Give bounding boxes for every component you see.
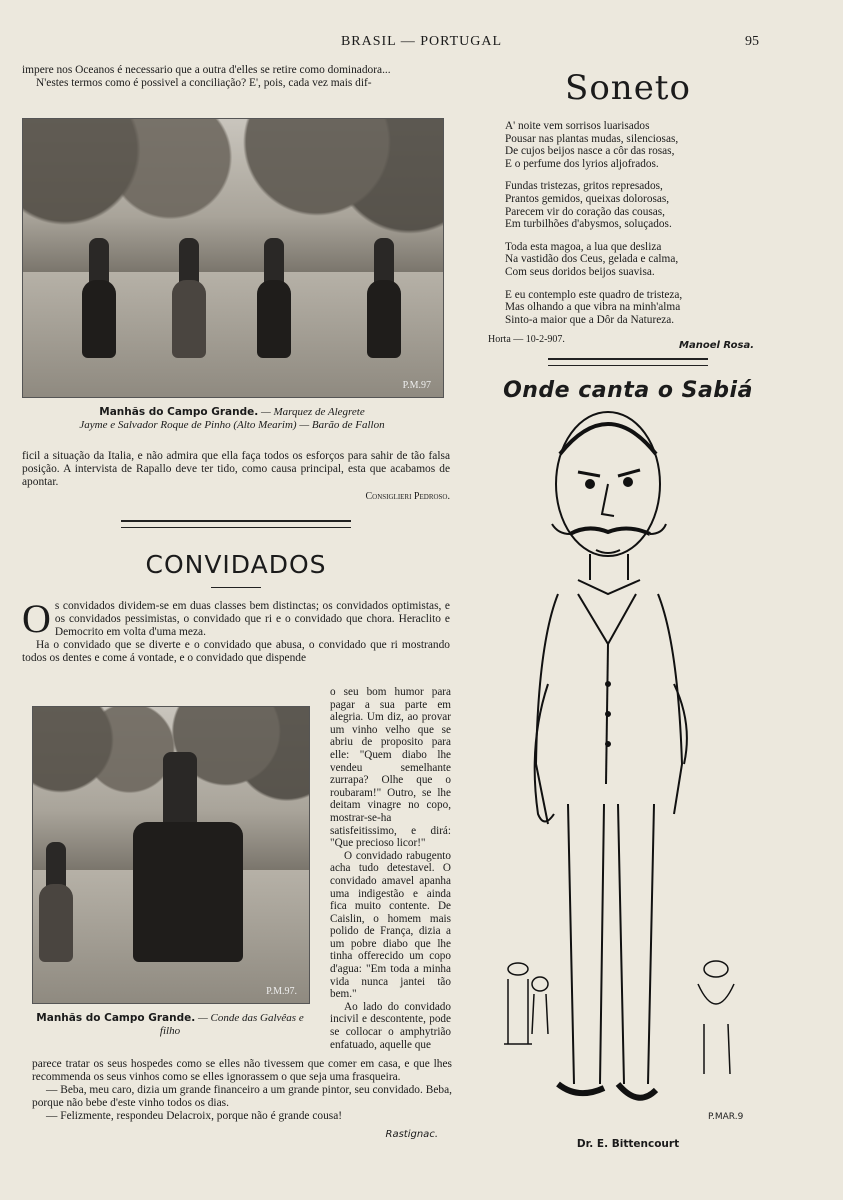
sabia-title: Onde canta o Sabiá [503,378,753,404]
rider-4 [363,238,405,358]
rider-left [35,842,85,962]
verse-line: Toda esta magoa, a lua que desliza [505,240,662,253]
verse-line: E o perfume dos lyrios aljofrados. [505,157,659,170]
verse-line: Parecem vir do coração das cousas, [505,205,665,218]
stanza-3 [505,241,778,279]
verse-line: Fundas tristezas, gritos represados, [505,180,663,193]
rider-1 [78,238,120,358]
verse-line: Mas olhando a que vibra na minh'alma [505,301,681,314]
verse-line: Pousar nas plantas mudas, silenciosas, [505,132,679,145]
after-photo-text: ficil a situação da Italia, e não admira que ella faça todos os esforços para sahir de tão falsa posição. A intervista de Rapallo deve ter tido, como causa principal, esta que acabamos de apontar. [22,450,450,488]
stanza-4 [505,289,778,327]
convidados-intro [22,596,450,641]
verse-line: Na vastidão dos Ceus, gelada e calma, [505,253,679,266]
dialogue-1: — Beba, meu caro, dizia um grande financeiro a um grande pintor, seu convidado. Beba, porque não bebe d'este vinho todos os dias. [32,1084,452,1109]
convidados-body [22,596,450,665]
photo2-caption-title: Manhãs do Campo Grande. [36,1012,196,1024]
narrow-text-2: O convidado rabugento acha tudo detestavel. O convidado amavel apanha uma indigestão e ainda fica muito contente. De Caislin, o homem mais polido de França, dizia a um pobre diabo que lhe tinha offerecido um copo d'agua: "Em toda a minha vida nunca jantei tão bem." [330,849,451,1001]
closing-block [32,1058,452,1140]
photo1-caption-line2: Jayme e Salvador Roque de Pinho (Alto Mearim) — Barão de Fallon [79,419,385,431]
caricature-caption-text: Dr. E. Bittencourt [576,1138,680,1150]
verse-line: E eu contemplo este quadro de tristeza, [505,288,683,301]
soneto-author: Manoel Rosa. [679,340,754,352]
narrow-text-1: o seu bom humor para pagar a sua parte em alegria. Um diz, ao provar um vinho velho que se abriu de proposito para elle: "Quem diabo lhe vendeu semelhante zurrapa? Olhe que o roubaram!" Outro, se lhe deitam vinagre no copo, mostrar-se-ha satisfeitissimo, e dirá: "Que precioso licor!" [330,686,451,850]
photo1-caption-names: — Marquez de Alegrete [260,406,365,418]
verse-line: De cujos beijos nasce a côr das rosas, [505,145,675,158]
convidados-title: CONVIDADOS [145,550,327,579]
photo2-caption-names: — Conde das Galvêas e filho [159,1012,304,1037]
convidados-para2: Ha o convidado que se diverte e o convidado que abusa, o convidado que ri mostrando todos os dentes e come á vontade, e o convidado que dispende [22,639,450,664]
right-column [478,64,778,1122]
verse-line: Com seus doridos beijos suavisa. [505,265,655,278]
page-number: 95 [745,34,759,49]
closing-text: parece tratar os seus hospedes como se elles não tivessem que comer em casa, e que lhes recommenda os seus vinhos como se elles ignorassem o que seja uma frasqueira. [32,1058,452,1083]
stanza-1 [505,120,778,170]
photo2-caption [32,1012,308,1038]
verse-line: A' noite vem sorrisos luarisados [505,120,650,132]
convidados-intro-text: s convidados dividem-se em duas classes bem distinctas; os convidados optimistas, e os convidados pessimistas, o convidado que ri e o convidado que chora. Heraclito e Democrito em volta d'uma meza. [54,600,450,638]
rider-main [133,752,243,962]
rider-3 [253,238,295,358]
stanza-2 [505,180,778,230]
narrow-column [330,686,451,1051]
intro-text-1: impere nos Oceanos é necessario que a outra d'elles se retire como dominadora... [22,64,391,76]
photo-signature: P.M.97 [402,380,431,391]
verse-line: Sinto-a maior que a Dôr da Natureza. [505,313,675,326]
soneto-title: Soneto [565,68,691,108]
convidados-author: Rastignac. [385,1129,438,1140]
title-underline [211,587,261,588]
intro-text-2: N'estes termos como é possivel a conciliação? E', pois, cada vez mais dif- [36,77,372,89]
caricature-illustration [478,384,778,1134]
caricature-caption [478,1138,778,1150]
drop-cap: O [22,596,51,641]
soneto-place-date: Horta — 10-2-907. [488,334,565,346]
photo-horsemen [22,118,444,398]
photo-rider [32,706,310,1004]
photo2-signature: P.M.97. [266,986,297,997]
soneto-footer [478,334,778,352]
article-author: Consiglieri Pedroso. [365,491,450,502]
rider-2 [168,238,210,358]
narrow-text-3: Ao lado do convidado incivil e descontente, pode se collocar o amphytrião enfatuado, aquelle que [330,1000,451,1051]
verse-line: Em turbilhões d'abysmos, soluçados. [505,218,672,231]
photo2-block [32,706,308,1038]
caricature-signature: P.MAR.9 [708,1112,744,1122]
photo1-caption-title: Manhãs do Campo Grande. [99,406,259,418]
right-divider [548,358,708,366]
left-column [22,64,450,665]
verse-line: Prantos gemidos, queixas dolorosas, [505,192,670,205]
photo1-caption [22,406,442,432]
section-divider [121,520,351,528]
running-header: BRASIL — PORTUGAL [340,34,503,49]
dialogue-2: — Felizmente, respondeu Delacroix, porque não é grande cousa! [46,1110,343,1122]
